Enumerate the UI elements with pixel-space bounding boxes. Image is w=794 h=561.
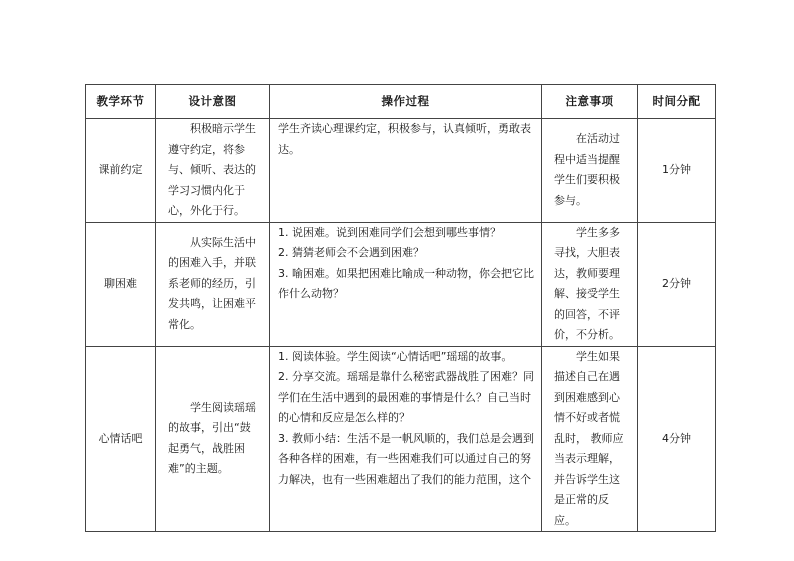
intent-text: 学生阅读瑶瑶的故事，引出“鼓起勇气，战胜困难”的主题。 <box>168 400 256 476</box>
intent-cell <box>156 222 270 346</box>
intent-cell <box>156 119 270 223</box>
process-step: 2. 分享交流。瑶瑶是靠什么秘密武器战胜了困难？同学们在生活中遇到的最困难的事情是什么？自己当时的心情和反应是怎么样的？ <box>278 370 534 424</box>
header-notes: 注意事项 <box>542 85 638 119</box>
process-step: 1. 阅读体验。学生阅读“心情话吧”瑶瑶的故事。 <box>278 349 513 363</box>
intent-text: 积极暗示学生遵守约定，将参与、倾听、表达的学习习惯内化于心，外化于行。 <box>168 122 256 217</box>
process-cell <box>270 119 542 223</box>
table-header-row <box>86 85 716 119</box>
notes-cell <box>542 346 638 532</box>
process-cell <box>270 222 542 346</box>
time-cell: 1分钟 <box>638 119 716 223</box>
process-step: 学生齐读心理课约定，积极参与，认真倾听，勇敢表达。 <box>278 122 531 156</box>
table-row <box>86 119 716 223</box>
notes-text: 在活动过程中适当提醒学生们要积极参与。 <box>554 132 620 207</box>
table-row <box>86 346 716 532</box>
notes-text: 学生如果描述自己在遇到困难感到心情不好或者慌乱时， 教师应当表示理解，并告诉学生这是正常的反应。 <box>554 349 624 527</box>
time-cell: 2分钟 <box>638 222 716 346</box>
header-time: 时间分配 <box>638 85 716 119</box>
notes-cell <box>542 222 638 346</box>
intent-cell <box>156 346 270 532</box>
header-stage: 教学环节 <box>86 85 156 119</box>
notes-text: 学生多多寻找，大胆表达，教师要理解、接受学生的回答，不评价，不分析。 <box>554 225 620 341</box>
time-cell: 4分钟 <box>638 346 716 532</box>
stage-cell: 聊困难 <box>86 222 156 346</box>
process-step: 1. 说困难。说到困难同学们会想到哪些事情？ <box>278 225 501 239</box>
stage-cell: 课前约定 <box>86 119 156 223</box>
process-step: 3. 喻困难。如果把困难比喻成一种动物，你会把它比作什么动物？ <box>278 266 534 300</box>
header-process: 操作过程 <box>270 85 542 119</box>
process-step: 2. 猜猜老师会不会遇到困难？ <box>278 246 424 259</box>
header-intent: 设计意图 <box>156 85 270 119</box>
process-cell <box>270 346 542 532</box>
intent-text: 从实际生活中的困难入手，并联系老师的经历，引发共鸣，让困难平常化。 <box>168 235 256 331</box>
lesson-plan-table <box>85 84 716 532</box>
notes-cell <box>542 119 638 223</box>
stage-cell: 心情话吧 <box>86 346 156 532</box>
process-step: 3. 教师小结：生活不是一帆风顺的，我们总是会遇到各种各样的困难，有一些困难我们可以通过自己的努力解决，也有一些困难超出了我们的能力范围，这个 <box>278 431 534 486</box>
table-row <box>86 222 716 346</box>
